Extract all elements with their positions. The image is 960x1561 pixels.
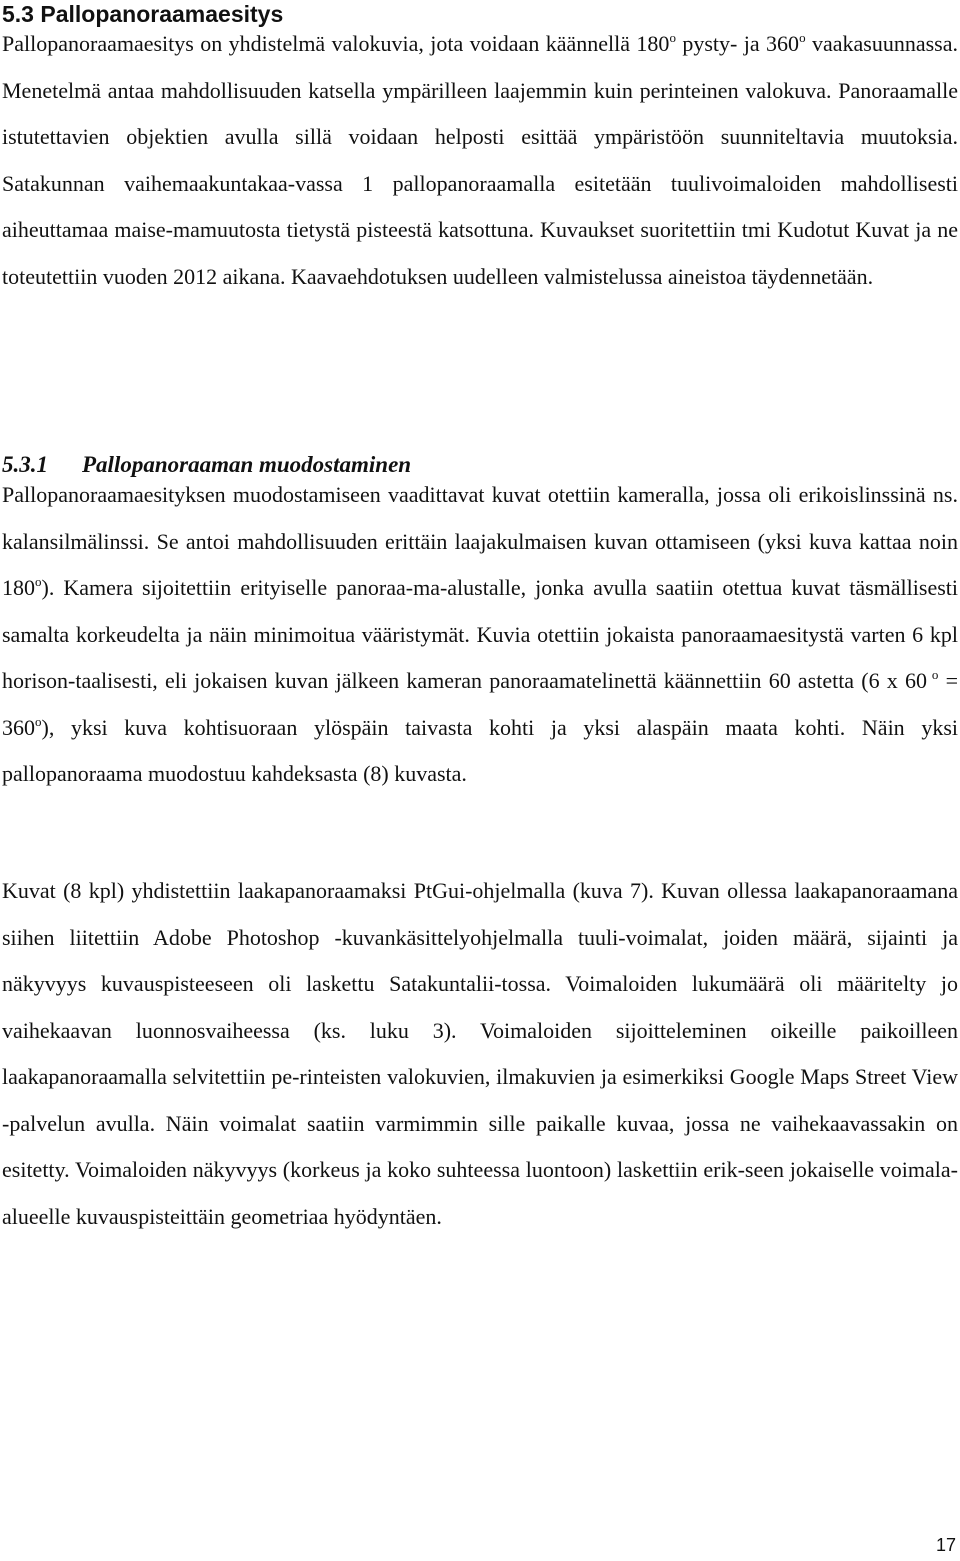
degree-superscript: o	[35, 713, 42, 729]
degree-superscript: o	[669, 30, 676, 45]
degree-superscript: o	[35, 574, 42, 589]
subsection-number: 5.3.1	[2, 452, 48, 477]
section-heading: 5.3 Pallopanoraamaesitys	[2, 1, 284, 27]
paragraph-text: Pallopanoraamaesitys on yhdistelmä valokuvia, jota voidaan käännellä 180	[2, 31, 670, 56]
paragraph-text: pysty- ja 360	[675, 31, 800, 56]
body-paragraph	[2, 472, 958, 798]
page-number: 17	[935, 1535, 956, 1555]
degree-superscript: o	[799, 30, 806, 45]
degree-superscript: o	[926, 667, 939, 682]
subsection-title: Pallopanoraaman muodostaminen	[82, 452, 412, 477]
paragraph-text: Pallopanoraamaesityksen muodostamiseen vaadittavat kuvat otettiin kameralla, jossa oli erikoislinssinä ns. kalansilmälinssi. Se antoi mahdollisuuden erittäin laajakulmaisen kuvan ottamiseen (yksi kuva kattaa noin 180	[2, 482, 958, 600]
paragraph-text: vaakasuunnassa. Menetelmä antaa mahdollisuuden katsella ympärilleen laajemmin kuin perinteinen valokuva. Panoraamalle istutettavien objektien avulla sillä voidaan helposti esittää ympäristöön suunniteltavia muutoksia. Satakunnan vaihemaakuntakaa-vassa 1 pallopanoraamalla esitetään tuulivoimaloiden mahdollisesti aiheuttamaa maise-mamuutosta tietystä pisteestä katsottuna. Kuvaukset suoritettiin tmi Kudotut Kuvat ja ne toteutettiin vuoden 2012 aikana. Kaavaehdotuksen uudelleen valmistelussa aineistoa täydennetään.	[2, 31, 958, 289]
body-paragraph: Kuvat (8 kpl) yhdistettiin laakapanoraamaksi PtGui-ohjelmalla (kuva 7). Kuvan ollessa laakapanoraamana siihen liitettiin Adobe Photoshop -kuvankäsittelyohjelmalla tuuli-voimalat, joiden määrä, sijainti ja näkyvyys kuvauspisteeseen oli laskettu Satakuntalii-tossa. Voimaloiden lukumäärä oli määritelty jo vaihekaavan luonnosvaiheessa (ks. luku 3). Voimaloiden sijoitteleminen oikeille paikoilleen laakapanoraamalla selvitettiin pe-rinteisten valokuvien, ilmakuvien ja esimerkiksi Google Maps Street View -palvelun avulla. Näin voimalat saatiin varmimmin sille paikalle kuvaa, jossa ne vaihekaavassakin on esitetty. Voimaloiden näkyvyys (korkeus ja koko suhteessa luontoon) laskettiin erik-seen jokaiselle voimala-alueelle kuvauspisteittäin geometriaa hyödyntäen.	[2, 878, 958, 1229]
paragraph-text: = 360	[2, 668, 958, 740]
paragraph-text: ). Kamera sijoitettiin erityiselle panoraa-ma-alustalle, jonka avulla saatiin otettua kuvat täsmällisesti samalta korkeudelta ja näin minimoitua vääristymät. Kuvia otettiin jokaista panoraamaesitystä varten 6 kpl horison-taalisesti, eli jokaisen kuvan jälkeen kameran panoraamatelinettä käännettiin 60 astetta (6 x 60	[2, 575, 958, 693]
paragraph-text: ), yksi kuva kohtisuoraan ylöspäin taivasta kohti ja yksi alaspäin maata kohti. Näin yksi pallopanoraama muodostuu kahdeksasta (8) kuvasta.	[2, 714, 958, 786]
body-paragraph	[2, 21, 958, 300]
